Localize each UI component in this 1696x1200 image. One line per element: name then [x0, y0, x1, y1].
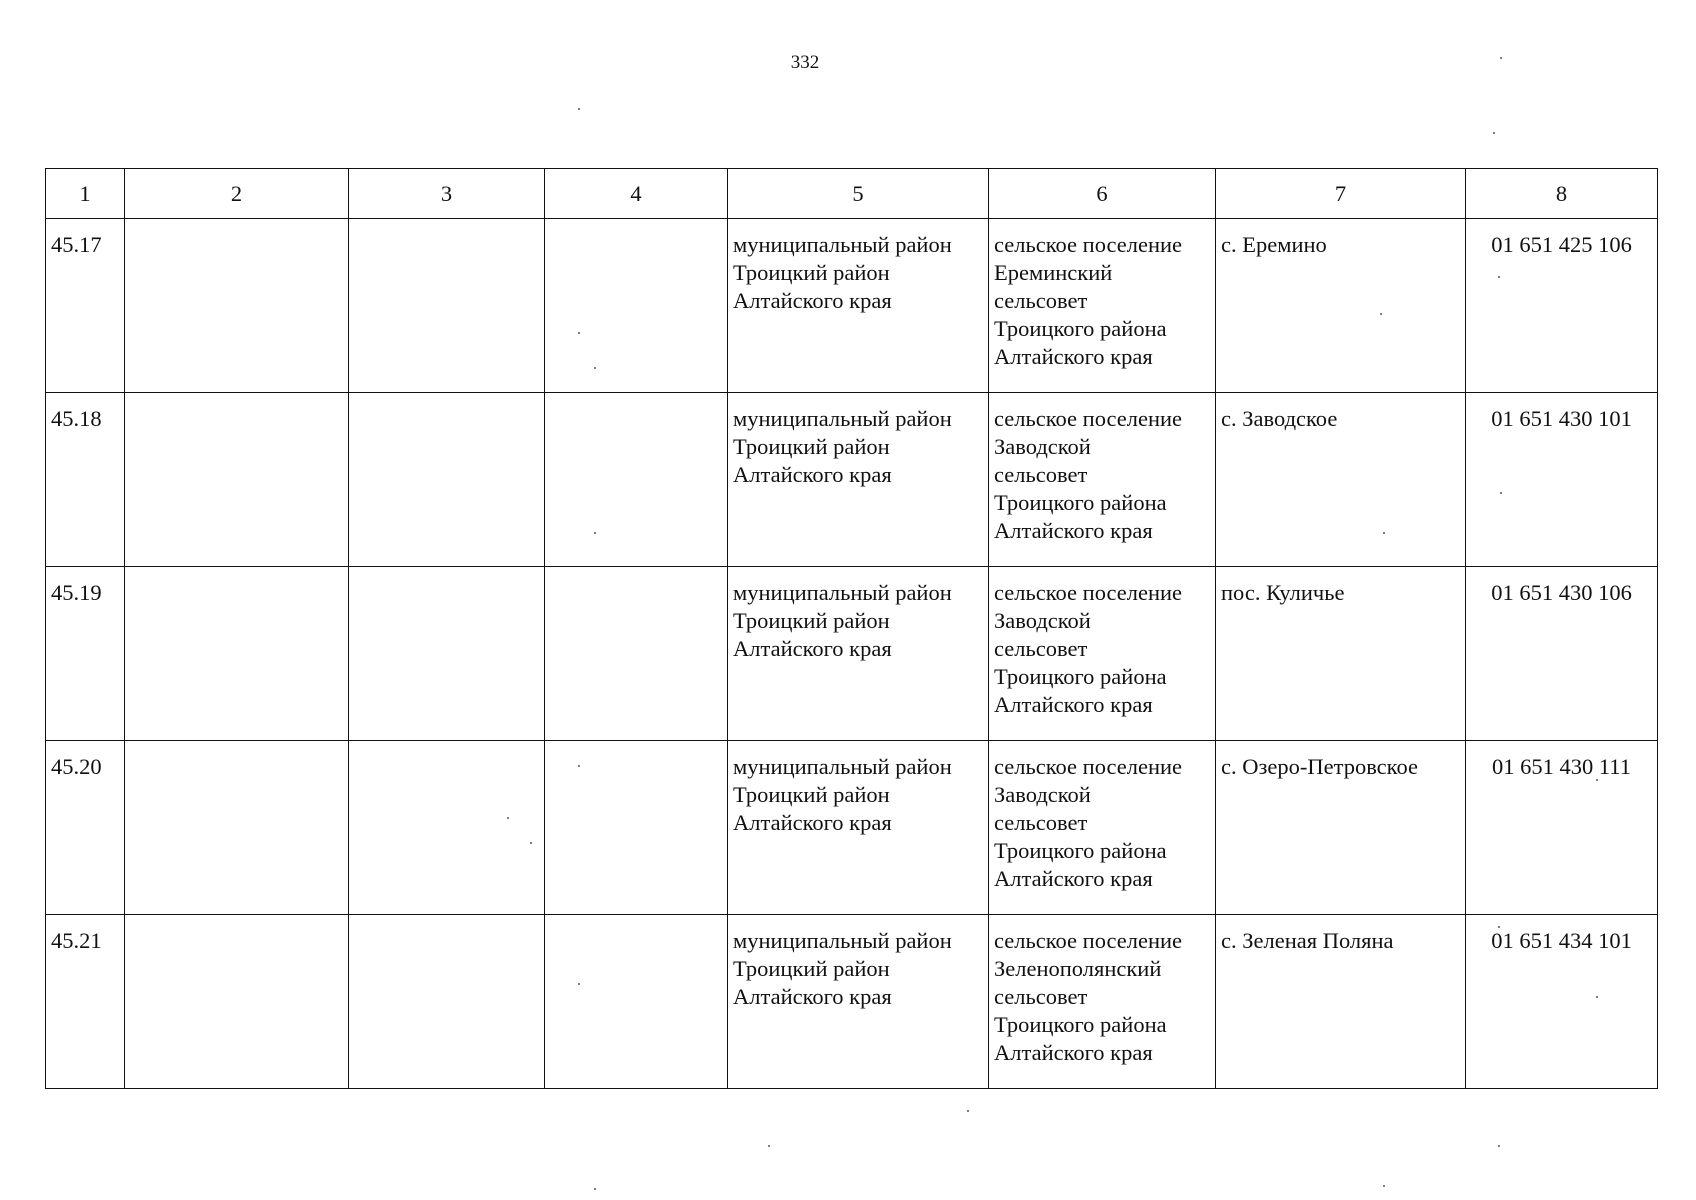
locality-cell: пос. Куличье: [1216, 567, 1466, 741]
rural-settlement-cell: [989, 393, 1216, 567]
cell-col4: [545, 393, 728, 567]
cell-line: Троицкого района: [994, 316, 1167, 341]
cell-col3: [349, 219, 545, 393]
cell-line: сельсовет: [994, 288, 1088, 313]
scan-speck: [507, 817, 509, 819]
scan-speck: [1500, 57, 1502, 59]
cell-line: Алтайского края: [994, 518, 1153, 543]
cell-line: сельсовет: [994, 462, 1088, 487]
scan-speck: [578, 765, 580, 767]
cell-line: Троицкий район: [733, 260, 890, 285]
rural-settlement-cell: [989, 219, 1216, 393]
cell-col2: [125, 915, 349, 1089]
cell-line: Троицкий район: [733, 608, 890, 633]
scan-speck: [1498, 1145, 1500, 1147]
rural-settlement-cell: [989, 915, 1216, 1089]
cell-col4: [545, 567, 728, 741]
table-row: [46, 219, 1658, 393]
scan-speck: [530, 842, 532, 844]
column-header: 1: [46, 169, 125, 219]
scan-speck: [594, 367, 596, 369]
oktmo-code-cell: 01 651 430 106: [1466, 567, 1658, 741]
table-row: [46, 915, 1658, 1089]
municipal-district-cell: [728, 219, 989, 393]
cell-line: сельское поселение: [994, 580, 1183, 605]
municipal-district-cell: [728, 567, 989, 741]
row-number: 45.19: [46, 567, 125, 741]
cell-line: Троицкий район: [733, 782, 890, 807]
row-number: 45.20: [46, 741, 125, 915]
cell-line: сельское поселение: [994, 232, 1183, 257]
municipal-district-cell: [728, 741, 989, 915]
scan-speck: [1380, 313, 1382, 315]
header-row: [46, 169, 1658, 219]
cell-line: сельсовет: [994, 636, 1088, 661]
cell-col3: [349, 393, 545, 567]
cell-line: Алтайского края: [994, 1040, 1153, 1065]
oktmo-code-cell: 01 651 430 111: [1466, 741, 1658, 915]
cell-line: Ереминский: [994, 260, 1113, 285]
cell-line: Троицкого района: [994, 490, 1167, 515]
cell-line: Алтайского края: [733, 462, 892, 487]
locality-cell: с. Зеленая Поляна: [1216, 915, 1466, 1089]
cell-line: муниципальный район: [733, 580, 952, 605]
rural-settlement-cell: [989, 567, 1216, 741]
scan-speck: [1596, 996, 1598, 998]
column-header: 7: [1216, 169, 1466, 219]
cell-line: Заводской: [994, 782, 1091, 807]
scan-speck: [967, 1110, 969, 1112]
cell-col2: [125, 219, 349, 393]
cell-line: Алтайского края: [994, 866, 1153, 891]
column-header: 6: [989, 169, 1216, 219]
column-header: 8: [1466, 169, 1658, 219]
table-row: [46, 567, 1658, 741]
cell-col3: [349, 567, 545, 741]
oktmo-code-cell: 01 651 434 101: [1466, 915, 1658, 1089]
cell-col2: [125, 393, 349, 567]
scan-speck: [578, 332, 580, 334]
cell-line: Алтайского края: [733, 810, 892, 835]
locality-cell: с. Заводское: [1216, 393, 1466, 567]
cell-line: Троицкого района: [994, 1012, 1167, 1037]
cell-line: сельсовет: [994, 810, 1088, 835]
registry-table: [45, 168, 1658, 1089]
column-header: 4: [545, 169, 728, 219]
municipal-district-cell: [728, 393, 989, 567]
cell-line: Алтайского края: [733, 984, 892, 1009]
scan-speck: [1498, 926, 1500, 928]
municipal-district-cell: [728, 915, 989, 1089]
cell-line: Алтайского края: [733, 288, 892, 313]
scan-speck: [1498, 276, 1500, 278]
cell-line: муниципальный район: [733, 754, 952, 779]
locality-cell: с. Еремино: [1216, 219, 1466, 393]
cell-line: сельское поселение: [994, 928, 1183, 953]
column-header: 5: [728, 169, 989, 219]
cell-line: Троицкий район: [733, 956, 890, 981]
cell-col4: [545, 741, 728, 915]
cell-line: Алтайского края: [733, 636, 892, 661]
cell-line: Зеленополянский: [994, 956, 1162, 981]
cell-line: муниципальный район: [733, 406, 952, 431]
cell-line: Заводской: [994, 608, 1091, 633]
cell-col4: [545, 915, 728, 1089]
scan-speck: [1596, 779, 1598, 781]
scan-speck: [768, 1145, 770, 1147]
cell-line: Заводской: [994, 434, 1091, 459]
cell-line: муниципальный район: [733, 928, 952, 953]
scan-speck: [594, 532, 596, 534]
cell-line: Алтайского края: [994, 692, 1153, 717]
cell-line: Троицкий район: [733, 434, 890, 459]
scan-speck: [578, 983, 580, 985]
cell-line: сельское поселение: [994, 754, 1183, 779]
scan-speck: [1383, 1185, 1385, 1187]
cell-col2: [125, 741, 349, 915]
scan-speck: [1493, 132, 1495, 134]
oktmo-code-cell: 01 651 425 106: [1466, 219, 1658, 393]
row-number: 45.21: [46, 915, 125, 1089]
cell-col3: [349, 915, 545, 1089]
cell-line: Троицкого района: [994, 838, 1167, 863]
row-number: 45.18: [46, 393, 125, 567]
scan-speck: [594, 1188, 596, 1190]
cell-line: сельское поселение: [994, 406, 1183, 431]
scan-speck: [1383, 532, 1385, 534]
cell-line: сельсовет: [994, 984, 1088, 1009]
row-number: 45.17: [46, 219, 125, 393]
cell-col4: [545, 219, 728, 393]
cell-col3: [349, 741, 545, 915]
cell-col2: [125, 567, 349, 741]
column-header: 2: [125, 169, 349, 219]
table-row: [46, 741, 1658, 915]
table-row: [46, 393, 1658, 567]
rural-settlement-cell: [989, 741, 1216, 915]
cell-line: муниципальный район: [733, 232, 952, 257]
cell-line: Алтайского края: [994, 344, 1153, 369]
cell-line: Троицкого района: [994, 664, 1167, 689]
scan-speck: [1500, 492, 1502, 494]
locality-cell: с. Озеро-Петровское: [1216, 741, 1466, 915]
scan-speck: [578, 108, 580, 110]
oktmo-code-cell: 01 651 430 101: [1466, 393, 1658, 567]
page-number: 332: [790, 52, 820, 73]
column-header: 3: [349, 169, 545, 219]
